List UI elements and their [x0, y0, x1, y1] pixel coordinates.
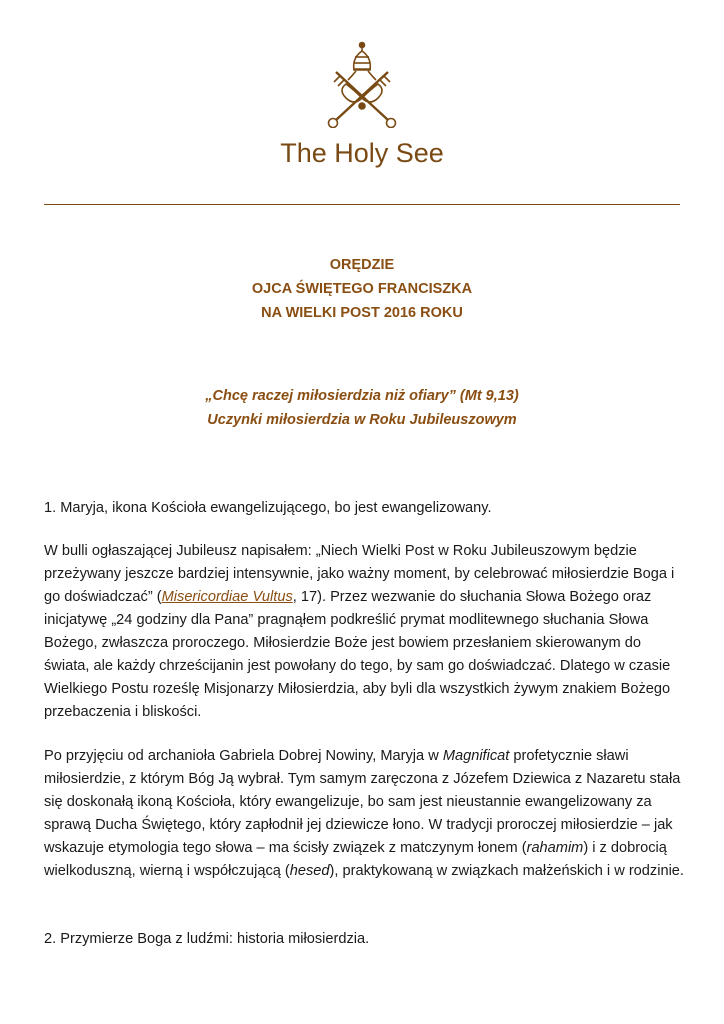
site-title[interactable]: The Holy See	[280, 138, 444, 168]
section-1-title	[44, 497, 684, 520]
paragraph-text: profetycznie sławi miłosierdzie, z którym Bóg Ją wybrał. Tym samym zaręczona z Józefem Dziewica z Nazaretu stała się doskonałą ikoną Kościoła, który ewangelizuje, bo sam jest nieustannie ewangelizowany za sprawą Ducha Świętego, który zapłodnił jej dziewicze łono. W tradycji proroczej miłosierdzie – jak wskazuje etymologia tego słowa – ma ścisły związek z matczynym łonem (	[44, 748, 681, 856]
italic-term: rahamim	[526, 840, 584, 856]
paragraph-text: Po przyjęciu od archanioła Gabriela Dobrej Nowiny, Maryja w	[44, 748, 443, 764]
section-title-text: 1. Maryja, ikona Kościoła ewangelizującego, bo jest ewangelizowany.	[44, 500, 492, 516]
message-subtitle	[0, 384, 724, 432]
heading-line: NA WIELKI POST 2016 ROKU	[261, 305, 463, 321]
section-title-text: 2. Przymierze Boga z ludźmi: historia miłosierdzia.	[44, 931, 370, 947]
italic-term: hesed	[289, 863, 330, 879]
paragraph-text: ), praktykowaną w związkach małżeńskich i w rodzinie.	[329, 863, 684, 879]
heading-line: ORĘDZIE	[329, 257, 395, 273]
header-divider	[44, 204, 680, 205]
paragraph-2	[44, 745, 684, 883]
paragraph-text: ) i z dobrocią wielkoduszną, wierną i współczującą (	[44, 840, 667, 879]
paragraph-text: , 17). Przez wezwanie do słuchania Słowa Bożego oraz inicjatywę „24 godziny dla Pana” pragnąłem podkreślić prymat modlitewnego słuchania Słowa Bożego, zwłaszcza proroczego. Miłosierdzie Boże jest bowiem przesłaniem skierowanym do świata, ale każdy chrześcijanin jest powołany do tego, by sam go doświadczać. Dlatego w czasie Wielkiego Postu roześlę Misjonarzy Miłosierdzia, aby byli dla wszystkich żywym znakiem Bożego przebaczenia i bliskości.	[44, 589, 671, 720]
heading-line: OJCA ŚWIĘTEGO FRANCISZKA	[251, 281, 473, 297]
site-header	[0, 0, 724, 210]
message-heading	[0, 253, 724, 325]
section-2-title	[44, 928, 684, 951]
subtitle-line: Uczynki miłosierdzia w Roku Jubileuszowym	[207, 412, 517, 428]
misericordiae-vultus-link[interactable]: Misericordiae Vultus	[161, 589, 293, 605]
italic-term: Magnificat	[442, 748, 510, 764]
papal-coat-of-arms-icon[interactable]	[318, 40, 406, 128]
subtitle-line: „Chcę raczej miłosierdzia niż ofiary” (Mt 9,13)	[205, 388, 519, 404]
paragraph-text: W bulli ogłaszającej Jubileusz napisałem: „Niech Wielki Post w Roku Jubileuszowym będzie przeżywany jeszcze bardziej intensywnie, jako ważny moment, by celebrować miłosierdzie Boga i go doświadczać” (	[44, 543, 675, 605]
paragraph-1	[44, 540, 684, 724]
